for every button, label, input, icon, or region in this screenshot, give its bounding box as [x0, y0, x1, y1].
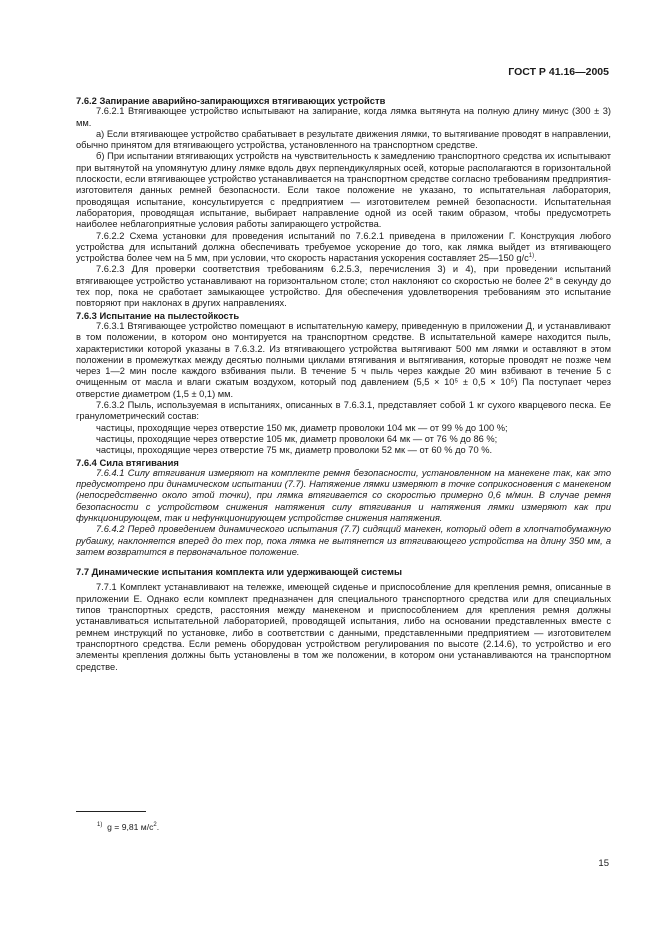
- paragraph-text: частицы, проходящие через отверстие 150 мк, диаметр проволоки 104 мк — от 99 % до 100 %;: [96, 422, 508, 433]
- paragraph-text: б) При испытании втягивающих устройств на чувствительность к замедлению транспортного средства их испытывают при вытянутой на упомянутую длину лямке вдоль двух перпендикулярных осей, которые располагаются в горизонтальной плоскости, если втягивающее устройство устанавливается на транспортном средстве согласно требованиям предприятия-изготовителя данных ремней безопасности. Если такое положение не указано, то испытательная лаборатория, проводящая испытание, консультируется с предприятием — изготовителем ремней безопасности. Испытательная лаборатория, проводящая испытание, выбирает направление одной из осей таким образом, чтобы предусмотреть наиболее неблагоприятные условия работы запирающего устройства.: [76, 151, 611, 230]
- paragraph-text: 7.6.3.2 Пыль, используемая в испытаниях, описанных в 7.6.3.1, представляет собой 1 кг сухого кварцевого песка. Ее гранулометрический состав:: [76, 400, 611, 422]
- paragraph: [76, 129, 611, 152]
- document-header: ГОСТ Р 41.16—2005: [508, 66, 609, 78]
- paragraph: [76, 231, 611, 265]
- paragraph: [76, 423, 611, 434]
- paragraph: [76, 400, 611, 423]
- paragraph: [76, 524, 611, 558]
- paragraph-text: 7.7 Динамические испытания комплекта или удерживающей системы: [76, 566, 402, 578]
- paragraph: [76, 321, 611, 400]
- footnote-text: g = 9,81 м/с: [107, 822, 154, 832]
- paragraph-text: 7.6.2.2 Схема установки для проведения испытаний по 7.6.2.1 приведена в приложении Г. Конструкция любого устройства для испытаний должна обеспечивать требуемое ускорение до того, как лямка выйдет из втягивающего устройства более чем на 5 мм, при условии, что скорость нарастания ускорения составляет 25—150 g/с: [76, 230, 611, 264]
- paragraph-text: 7.6.4.2 Перед проведением динамического испытания (7.7) сидящий манекен, который одет в хлопчатобумажную рубашку, наклоняется вперед до тех пор, пока лямка не вытянется из втягивающего устройства на длину 350 мм, а затем возвратится в первоначальное положение.: [76, 524, 611, 557]
- paragraph: [76, 264, 611, 309]
- section-heading: [76, 95, 611, 106]
- paragraph-text: 7.6.2.1 Втягивающее устройство испытывают на запирание, когда лямка вытянута на полную длину минус (300 ± 3) мм.: [76, 106, 611, 128]
- paragraph-text: частицы, проходящие через отверстие 75 мк, диаметр проволоки 52 мк — от 60 % до 70 %.: [96, 445, 493, 456]
- footnote-exponent: 2: [153, 822, 157, 829]
- paragraph-text: 7.6.2 Запирание аварийно-запирающихся втягивающих устройств: [76, 95, 386, 106]
- page-number: 15: [598, 858, 609, 869]
- paragraph: [76, 434, 611, 445]
- footnote: [97, 822, 159, 832]
- paragraph-text: 7.6.3.1 Втягивающее устройство помещают в испытательную камеру, приведенную в приложении Д, и устанавливают в том положении, в котором оно монтируется на транспортном средстве. В испытательной камере находится пыль, характеристики которой указаны в 7.6.3.2. Из втягивающего устройства вытягивают 500 мм лямки и оставляют в этом положении в промежутках между десятью полными циклами втягивания и вытягивания, которые проводят не позже чем через 1—2 мин после каждого взбивания пыли. В течение 5 ч пыль через каждые 20 мин взбивают в течение 5 с очищенным от масла и влаги сжатым воздухом, который под давлением (5,5 × 10⁵ ± 0,5 × 10⁵) Па поступает через отверстие диаметром (1,5 ± 0,1) мм.: [76, 320, 611, 399]
- section-heading: [76, 457, 611, 468]
- footnote-reference: 1): [528, 253, 535, 260]
- footnote-mark: 1): [97, 822, 103, 829]
- section-heading: [76, 310, 611, 321]
- paragraph-text: 7.6.3 Испытание на пылестойкость: [76, 309, 240, 321]
- paragraph: [76, 106, 611, 129]
- paragraph-text: 7.6.4.1 Силу втягивания измеряют на комплекте ремня безопасности, установленном на манекене так, как это предусмотрено при динамическом испытании (7.7). Натяжение лямки измеряют в точке соприкосновения с манекеном (непосредственно около этой точки), при лямка втягивается со скоростью примерно 0,6 м/мин. В случае ремня безопасности с устройством снижения натяжения силу втягивания и натяжения лямки измеряют как при функционирующем, так и нефункционирующем устройстве снижения натяжения.: [76, 467, 611, 523]
- paragraph: [76, 151, 611, 230]
- paragraph-text: а) Если втягивающее устройство срабатывает в результате движения лямки, то вытягивание проводят в направлении, обычно принятом для втягивающего устройства, установленного на транспортном средстве.: [76, 128, 611, 151]
- paragraph-text: 7.7.1 Комплект устанавливают на тележке, имеющей сиденье и приспособление для крепления ремня, описанные в приложении Е. Однако если комплект предназначен для специального транспортного средства или для специальных типов транспортных средств, расстояния между манекеном и приспособлением для крепления ремня должны устанавливаться испытательной лабораторией, проводящей испытания, либо на основании представленных вместе с ремнем инструкций по установке, либо в соответствии с данными, представленными предприятием — изготовителем транспортного средства. Если ремень оборудован устройством регулирования по высоте (2.14.6), то устройство и его элементы крепления должны быть установлены в том же положении, в котором они устанавливаются на транспортном средстве.: [76, 582, 611, 672]
- paragraph-text: 7.6.4 Сила втягивания: [76, 456, 179, 468]
- footnote-rule: [76, 811, 146, 812]
- section-heading: [76, 566, 611, 577]
- paragraph-text: 7.6.2.3 Для проверки соответствия требованиям 6.2.5.3, перечисления 3) и 4), при проведении испытаний втягивающее устройство устанавливают на горизонтальном столе; стол наклоняют со скоростью не более 2° в секунду до тех пор, пока не сработает замыкающее устройство. Для обеспечения удовлетворения требованиям это испытание повторяют при наклонах в других направлениях.: [76, 264, 611, 309]
- paragraph: [76, 468, 611, 524]
- paragraph-text: частицы, проходящие через отверстие 105 мк, диаметр проволоки 64 мк — от 76 % до 86 %;: [96, 433, 498, 444]
- paragraph: [76, 445, 611, 456]
- paragraph: [76, 582, 611, 672]
- body-text: [76, 95, 611, 673]
- footnote-tail: .: [156, 822, 160, 832]
- spacer: [76, 558, 611, 566]
- paragraph-tail: .: [534, 253, 537, 264]
